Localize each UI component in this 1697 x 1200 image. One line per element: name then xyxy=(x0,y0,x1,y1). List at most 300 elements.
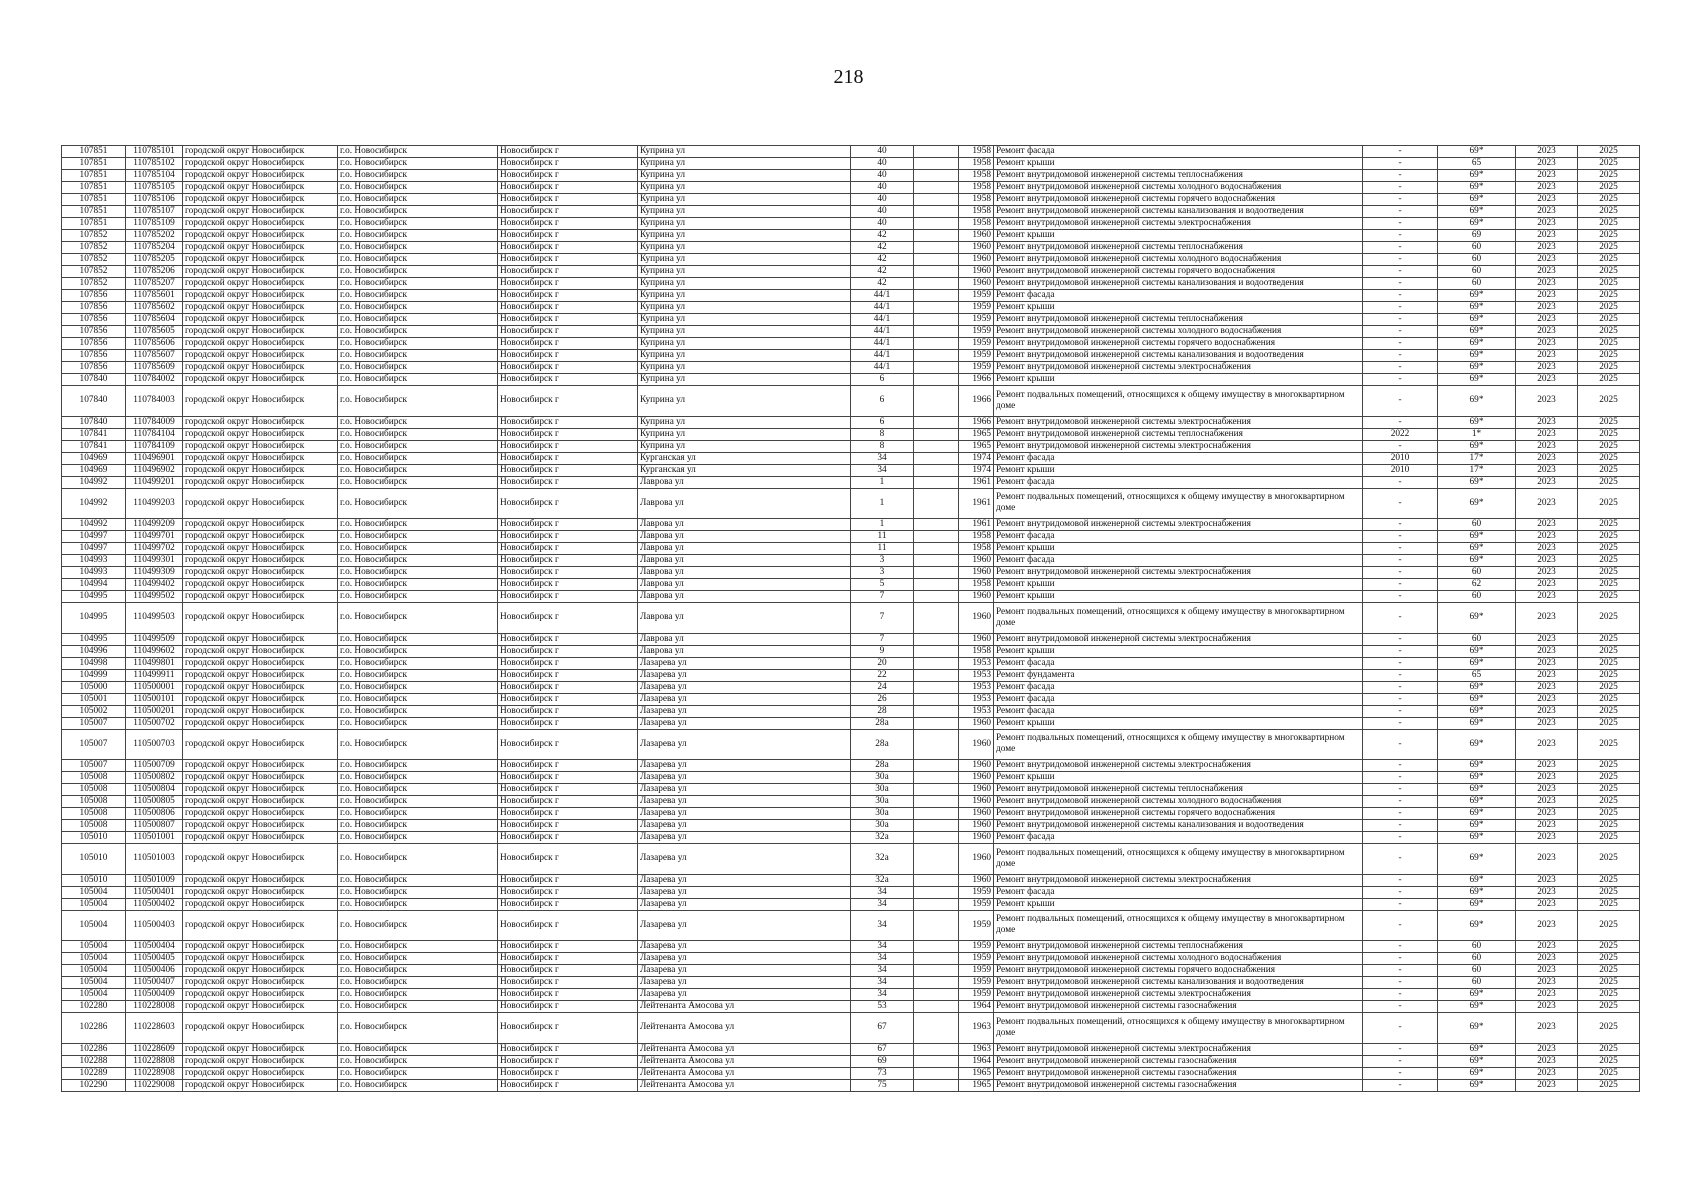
cell-wear-percent: 65 xyxy=(1438,158,1516,170)
table-row xyxy=(62,886,1640,898)
cell-work-id: 110785605 xyxy=(126,326,183,338)
cell-city: Новосибирск г xyxy=(498,476,638,488)
cell-wear-percent: 69* xyxy=(1438,476,1516,488)
cell-start-year: 2023 xyxy=(1516,693,1578,705)
cell-end-year: 2025 xyxy=(1578,796,1640,808)
cell-last-repair-year: - xyxy=(1363,543,1438,555)
table-row xyxy=(62,898,1640,910)
cell-city: Новосибирск г xyxy=(498,784,638,796)
cell-house-id: 105008 xyxy=(62,808,126,820)
cell-district: г.о. Новосибирск xyxy=(338,158,498,170)
cell-municipality: городской округ Новосибирск xyxy=(183,386,338,417)
cell-work-id: 110500709 xyxy=(126,760,183,772)
cell-end-year: 2025 xyxy=(1578,910,1640,941)
cell-start-year: 2023 xyxy=(1516,844,1578,875)
cell-work-type: Ремонт внутридомовой инженерной системы теплоснабжения xyxy=(994,428,1363,440)
cell-build-year: 1966 xyxy=(959,416,994,428)
cell-street: Куприна ул xyxy=(638,266,851,278)
table-row xyxy=(62,290,1640,302)
cell-municipality: городской округ Новосибирск xyxy=(183,681,338,693)
cell-start-year: 2023 xyxy=(1516,488,1578,519)
cell-district: г.о. Новосибирск xyxy=(338,350,498,362)
cell-work-id: 110785207 xyxy=(126,278,183,290)
cell-build-year: 1974 xyxy=(959,464,994,476)
cell-house-number: 44/1 xyxy=(851,326,914,338)
cell-work-type: Ремонт внутридомовой инженерной системы холодного водоснабжения xyxy=(994,254,1363,266)
cell-last-repair-year: - xyxy=(1363,386,1438,417)
cell-wear-percent: 69* xyxy=(1438,170,1516,182)
cell-street: Лазарева ул xyxy=(638,669,851,681)
cell-street: Лазарева ул xyxy=(638,820,851,832)
cell-district: г.о. Новосибирск xyxy=(338,693,498,705)
table-row xyxy=(62,796,1640,808)
cell-wear-percent: 60 xyxy=(1438,941,1516,953)
cell-house-id: 104992 xyxy=(62,519,126,531)
cell-building xyxy=(914,717,959,729)
cell-wear-percent: 60 xyxy=(1438,591,1516,603)
cell-city: Новосибирск г xyxy=(498,254,638,266)
cell-build-year: 1958 xyxy=(959,645,994,657)
cell-wear-percent: 69* xyxy=(1438,1079,1516,1091)
cell-building xyxy=(914,784,959,796)
cell-work-type: Ремонт внутридомовой инженерной системы теплоснабжения xyxy=(994,242,1363,254)
cell-wear-percent: 69* xyxy=(1438,910,1516,941)
cell-start-year: 2023 xyxy=(1516,977,1578,989)
cell-end-year: 2025 xyxy=(1578,146,1640,158)
table-row xyxy=(62,681,1640,693)
cell-work-id: 110785104 xyxy=(126,170,183,182)
table-row xyxy=(62,182,1640,194)
cell-end-year: 2025 xyxy=(1578,350,1640,362)
cell-municipality: городской округ Новосибирск xyxy=(183,1067,338,1079)
cell-building xyxy=(914,266,959,278)
cell-wear-percent: 69* xyxy=(1438,772,1516,784)
cell-last-repair-year: - xyxy=(1363,844,1438,875)
cell-end-year: 2025 xyxy=(1578,1067,1640,1079)
cell-district: г.о. Новосибирск xyxy=(338,218,498,230)
cell-street: Лазарева ул xyxy=(638,898,851,910)
cell-city: Новосибирск г xyxy=(498,796,638,808)
cell-house-number: 28а xyxy=(851,760,914,772)
table-row xyxy=(62,386,1640,417)
table-row xyxy=(62,428,1640,440)
cell-house-number: 44/1 xyxy=(851,338,914,350)
cell-end-year: 2025 xyxy=(1578,820,1640,832)
cell-city: Новосибирск г xyxy=(498,1055,638,1067)
cell-end-year: 2025 xyxy=(1578,519,1640,531)
cell-wear-percent: 69* xyxy=(1438,760,1516,772)
cell-wear-percent: 69* xyxy=(1438,362,1516,374)
cell-house-id: 107851 xyxy=(62,146,126,158)
cell-work-id: 110784104 xyxy=(126,428,183,440)
cell-build-year: 1960 xyxy=(959,729,994,760)
cell-district: г.о. Новосибирск xyxy=(338,977,498,989)
cell-work-type: Ремонт фасада xyxy=(994,146,1363,158)
cell-end-year: 2025 xyxy=(1578,206,1640,218)
cell-district: г.о. Новосибирск xyxy=(338,898,498,910)
cell-start-year: 2023 xyxy=(1516,278,1578,290)
cell-municipality: городской округ Новосибирск xyxy=(183,278,338,290)
cell-last-repair-year: - xyxy=(1363,1079,1438,1091)
table-row xyxy=(62,645,1640,657)
cell-municipality: городской округ Новосибирск xyxy=(183,146,338,158)
cell-last-repair-year: - xyxy=(1363,194,1438,206)
table-row xyxy=(62,717,1640,729)
cell-work-type: Ремонт подвальных помещений, относящихся к общему имуществу в многоквартирном доме xyxy=(994,386,1363,417)
cell-end-year: 2025 xyxy=(1578,158,1640,170)
cell-house-number: 44/1 xyxy=(851,350,914,362)
cell-municipality: городской округ Новосибирск xyxy=(183,657,338,669)
cell-district: г.о. Новосибирск xyxy=(338,729,498,760)
cell-end-year: 2025 xyxy=(1578,989,1640,1001)
cell-start-year: 2023 xyxy=(1516,965,1578,977)
cell-street: Куприна ул xyxy=(638,416,851,428)
cell-street: Куприна ул xyxy=(638,290,851,302)
cell-house-number: 40 xyxy=(851,170,914,182)
cell-municipality: городской округ Новосибирск xyxy=(183,1013,338,1044)
cell-work-type: Ремонт внутридомовой инженерной системы холодного водоснабжения xyxy=(994,326,1363,338)
cell-wear-percent: 69* xyxy=(1438,338,1516,350)
cell-house-id: 107851 xyxy=(62,194,126,206)
cell-city: Новосибирск г xyxy=(498,374,638,386)
cell-municipality: городской округ Новосибирск xyxy=(183,820,338,832)
cell-work-id: 110500403 xyxy=(126,910,183,941)
cell-municipality: городской округ Новосибирск xyxy=(183,242,338,254)
table-row xyxy=(62,464,1640,476)
cell-end-year: 2025 xyxy=(1578,808,1640,820)
cell-build-year: 1959 xyxy=(959,302,994,314)
cell-city: Новосибирск г xyxy=(498,645,638,657)
cell-work-type: Ремонт крыши xyxy=(994,374,1363,386)
cell-build-year: 1960 xyxy=(959,784,994,796)
cell-work-id: 110499509 xyxy=(126,633,183,645)
cell-house-id: 105010 xyxy=(62,874,126,886)
cell-city: Новосибирск г xyxy=(498,832,638,844)
cell-city: Новосибирск г xyxy=(498,657,638,669)
cell-start-year: 2023 xyxy=(1516,362,1578,374)
cell-work-id: 110499701 xyxy=(126,531,183,543)
cell-work-type: Ремонт крыши xyxy=(994,772,1363,784)
cell-house-number: 20 xyxy=(851,657,914,669)
cell-building xyxy=(914,1013,959,1044)
table-row xyxy=(62,693,1640,705)
cell-work-id: 110500703 xyxy=(126,729,183,760)
cell-start-year: 2023 xyxy=(1516,476,1578,488)
cell-start-year: 2023 xyxy=(1516,579,1578,591)
cell-house-number: 1 xyxy=(851,519,914,531)
cell-house-number: 40 xyxy=(851,182,914,194)
cell-end-year: 2025 xyxy=(1578,194,1640,206)
cell-work-type: Ремонт фасада xyxy=(994,705,1363,717)
cell-work-id: 110500806 xyxy=(126,808,183,820)
cell-work-id: 110500802 xyxy=(126,772,183,784)
cell-city: Новосибирск г xyxy=(498,428,638,440)
cell-municipality: городской округ Новосибирск xyxy=(183,579,338,591)
cell-last-repair-year: - xyxy=(1363,796,1438,808)
cell-street: Лазарева ул xyxy=(638,693,851,705)
cell-end-year: 2025 xyxy=(1578,476,1640,488)
cell-last-repair-year: - xyxy=(1363,290,1438,302)
cell-street: Лазарева ул xyxy=(638,989,851,1001)
cell-end-year: 2025 xyxy=(1578,886,1640,898)
cell-municipality: городской округ Новосибирск xyxy=(183,832,338,844)
cell-start-year: 2023 xyxy=(1516,874,1578,886)
table-row xyxy=(62,941,1640,953)
cell-start-year: 2023 xyxy=(1516,338,1578,350)
cell-work-type: Ремонт внутридомовой инженерной системы горячего водоснабжения xyxy=(994,808,1363,820)
cell-start-year: 2023 xyxy=(1516,910,1578,941)
table-row xyxy=(62,1043,1640,1055)
table-row xyxy=(62,488,1640,519)
cell-municipality: городской округ Новосибирск xyxy=(183,254,338,266)
cell-city: Новосибирск г xyxy=(498,266,638,278)
cell-district: г.о. Новосибирск xyxy=(338,965,498,977)
cell-building xyxy=(914,230,959,242)
cell-district: г.о. Новосибирск xyxy=(338,314,498,326)
cell-last-repair-year: - xyxy=(1363,350,1438,362)
cell-end-year: 2025 xyxy=(1578,965,1640,977)
cell-city: Новосибирск г xyxy=(498,953,638,965)
cell-street: Куприна ул xyxy=(638,362,851,374)
cell-building xyxy=(914,820,959,832)
table-row xyxy=(62,531,1640,543)
cell-house-number: 8 xyxy=(851,440,914,452)
cell-house-number: 8 xyxy=(851,428,914,440)
cell-work-id: 110500409 xyxy=(126,989,183,1001)
cell-district: г.о. Новосибирск xyxy=(338,832,498,844)
cell-municipality: городской округ Новосибирск xyxy=(183,230,338,242)
cell-district: г.о. Новосибирск xyxy=(338,1001,498,1013)
cell-last-repair-year: - xyxy=(1363,681,1438,693)
cell-end-year: 2025 xyxy=(1578,242,1640,254)
cell-work-type: Ремонт внутридомовой инженерной системы электроснабжения xyxy=(994,760,1363,772)
cell-city: Новосибирск г xyxy=(498,206,638,218)
cell-wear-percent: 69* xyxy=(1438,290,1516,302)
cell-end-year: 2025 xyxy=(1578,591,1640,603)
cell-end-year: 2025 xyxy=(1578,543,1640,555)
cell-district: г.о. Новосибирск xyxy=(338,206,498,218)
cell-municipality: городской округ Новосибирск xyxy=(183,218,338,230)
cell-house-id: 107852 xyxy=(62,254,126,266)
cell-last-repair-year: - xyxy=(1363,230,1438,242)
cell-wear-percent: 65 xyxy=(1438,669,1516,681)
cell-district: г.о. Новосибирск xyxy=(338,488,498,519)
cell-house-id: 107841 xyxy=(62,428,126,440)
cell-house-number: 44/1 xyxy=(851,362,914,374)
cell-district: г.о. Новосибирск xyxy=(338,326,498,338)
cell-work-type: Ремонт внутридомовой инженерной системы канализования и водоотведения xyxy=(994,820,1363,832)
cell-last-repair-year: - xyxy=(1363,729,1438,760)
cell-work-type: Ремонт внутридомовой инженерной системы теплоснабжения xyxy=(994,170,1363,182)
cell-city: Новосибирск г xyxy=(498,760,638,772)
cell-city: Новосибирск г xyxy=(498,669,638,681)
cell-wear-percent: 69* xyxy=(1438,796,1516,808)
table-body xyxy=(62,146,1640,1092)
cell-house-id: 107856 xyxy=(62,326,126,338)
cell-work-id: 110500805 xyxy=(126,796,183,808)
cell-street: Лазарева ул xyxy=(638,772,851,784)
cell-house-id: 105010 xyxy=(62,844,126,875)
cell-municipality: городской округ Новосибирск xyxy=(183,844,338,875)
cell-work-type: Ремонт внутридомовой инженерной системы горячего водоснабжения xyxy=(994,338,1363,350)
cell-end-year: 2025 xyxy=(1578,440,1640,452)
cell-house-id: 107851 xyxy=(62,170,126,182)
cell-work-id: 110785107 xyxy=(126,206,183,218)
table-row xyxy=(62,1055,1640,1067)
cell-wear-percent: 69* xyxy=(1438,808,1516,820)
cell-last-repair-year: - xyxy=(1363,416,1438,428)
cell-district: г.о. Новосибирск xyxy=(338,254,498,266)
cell-work-id: 110784109 xyxy=(126,440,183,452)
cell-house-id: 105004 xyxy=(62,910,126,941)
cell-build-year: 1959 xyxy=(959,941,994,953)
cell-house-id: 105008 xyxy=(62,820,126,832)
cell-end-year: 2025 xyxy=(1578,717,1640,729)
cell-house-number: 42 xyxy=(851,278,914,290)
cell-city: Новосибирск г xyxy=(498,278,638,290)
cell-city: Новосибирск г xyxy=(498,170,638,182)
cell-house-number: 34 xyxy=(851,953,914,965)
cell-start-year: 2023 xyxy=(1516,1079,1578,1091)
cell-work-id: 110785101 xyxy=(126,146,183,158)
cell-district: г.о. Новосибирск xyxy=(338,452,498,464)
cell-end-year: 2025 xyxy=(1578,874,1640,886)
table-row xyxy=(62,669,1640,681)
cell-district: г.о. Новосибирск xyxy=(338,182,498,194)
cell-street: Лаврова ул xyxy=(638,519,851,531)
cell-municipality: городской округ Новосибирск xyxy=(183,567,338,579)
cell-house-id: 105008 xyxy=(62,784,126,796)
cell-house-id: 104993 xyxy=(62,555,126,567)
cell-house-number: 11 xyxy=(851,543,914,555)
cell-municipality: городской округ Новосибирск xyxy=(183,206,338,218)
cell-district: г.о. Новосибирск xyxy=(338,464,498,476)
cell-work-id: 110499602 xyxy=(126,645,183,657)
cell-start-year: 2023 xyxy=(1516,374,1578,386)
cell-end-year: 2025 xyxy=(1578,1055,1640,1067)
cell-municipality: городской округ Новосибирск xyxy=(183,645,338,657)
cell-house-number: 34 xyxy=(851,452,914,464)
table-row xyxy=(62,194,1640,206)
cell-house-number: 42 xyxy=(851,254,914,266)
cell-work-type: Ремонт фасада xyxy=(994,476,1363,488)
cell-city: Новосибирск г xyxy=(498,941,638,953)
cell-city: Новосибирск г xyxy=(498,808,638,820)
cell-street: Лейтенанта Амосова ул xyxy=(638,1067,851,1079)
cell-house-id: 107856 xyxy=(62,350,126,362)
cell-build-year: 1960 xyxy=(959,555,994,567)
cell-house-number: 7 xyxy=(851,603,914,634)
cell-building xyxy=(914,681,959,693)
cell-last-repair-year: - xyxy=(1363,278,1438,290)
table-row xyxy=(62,440,1640,452)
cell-work-type: Ремонт внутридомовой инженерной системы канализования и водоотведения xyxy=(994,350,1363,362)
cell-municipality: городской округ Новосибирск xyxy=(183,488,338,519)
cell-last-repair-year: - xyxy=(1363,531,1438,543)
cell-start-year: 2023 xyxy=(1516,266,1578,278)
cell-house-number: 9 xyxy=(851,645,914,657)
cell-building xyxy=(914,633,959,645)
cell-house-id: 105004 xyxy=(62,965,126,977)
cell-wear-percent: 69* xyxy=(1438,832,1516,844)
cell-city: Новосибирск г xyxy=(498,488,638,519)
cell-last-repair-year: - xyxy=(1363,488,1438,519)
cell-work-type: Ремонт внутридомовой инженерной системы газоснабжения xyxy=(994,1067,1363,1079)
cell-start-year: 2023 xyxy=(1516,146,1578,158)
cell-end-year: 2025 xyxy=(1578,977,1640,989)
cell-house-id: 107851 xyxy=(62,218,126,230)
cell-start-year: 2023 xyxy=(1516,314,1578,326)
table-row xyxy=(62,374,1640,386)
cell-end-year: 2025 xyxy=(1578,266,1640,278)
cell-last-repair-year: - xyxy=(1363,808,1438,820)
cell-build-year: 1959 xyxy=(959,886,994,898)
cell-city: Новосибирск г xyxy=(498,326,638,338)
table-row xyxy=(62,242,1640,254)
cell-build-year: 1959 xyxy=(959,898,994,910)
table-row xyxy=(62,206,1640,218)
cell-street: Лазарева ул xyxy=(638,808,851,820)
cell-wear-percent: 69* xyxy=(1438,717,1516,729)
cell-build-year: 1959 xyxy=(959,338,994,350)
cell-street: Лаврова ул xyxy=(638,591,851,603)
cell-work-id: 110496902 xyxy=(126,464,183,476)
cell-street: Лаврова ул xyxy=(638,488,851,519)
cell-city: Новосибирск г xyxy=(498,543,638,555)
cell-last-repair-year: 2022 xyxy=(1363,428,1438,440)
cell-work-id: 110228008 xyxy=(126,1001,183,1013)
cell-building xyxy=(914,386,959,417)
cell-build-year: 1960 xyxy=(959,772,994,784)
cell-house-id: 107856 xyxy=(62,314,126,326)
cell-building xyxy=(914,254,959,266)
cell-last-repair-year: - xyxy=(1363,266,1438,278)
cell-start-year: 2023 xyxy=(1516,603,1578,634)
cell-wear-percent: 17* xyxy=(1438,464,1516,476)
cell-building xyxy=(914,603,959,634)
cell-house-id: 105004 xyxy=(62,953,126,965)
cell-building xyxy=(914,693,959,705)
cell-wear-percent: 69* xyxy=(1438,1043,1516,1055)
cell-last-repair-year: - xyxy=(1363,760,1438,772)
cell-work-type: Ремонт внутридомовой инженерной системы холодного водоснабжения xyxy=(994,182,1363,194)
cell-work-id: 110500402 xyxy=(126,898,183,910)
cell-work-type: Ремонт внутридомовой инженерной системы горячего водоснабжения xyxy=(994,194,1363,206)
cell-house-id: 107856 xyxy=(62,290,126,302)
cell-district: г.о. Новосибирск xyxy=(338,1043,498,1055)
cell-build-year: 1964 xyxy=(959,1001,994,1013)
cell-district: г.о. Новосибирск xyxy=(338,820,498,832)
cell-house-id: 104997 xyxy=(62,531,126,543)
cell-house-number: 40 xyxy=(851,146,914,158)
cell-start-year: 2023 xyxy=(1516,386,1578,417)
cell-work-id: 110785606 xyxy=(126,338,183,350)
cell-street: Лейтенанта Амосова ул xyxy=(638,1055,851,1067)
cell-street: Куприна ул xyxy=(638,170,851,182)
cell-wear-percent: 60 xyxy=(1438,254,1516,266)
cell-street: Курганская ул xyxy=(638,464,851,476)
cell-house-id: 105004 xyxy=(62,886,126,898)
cell-district: г.о. Новосибирск xyxy=(338,1079,498,1091)
cell-work-type: Ремонт фасада xyxy=(994,452,1363,464)
cell-work-type: Ремонт крыши xyxy=(994,579,1363,591)
cell-house-number: 32а xyxy=(851,832,914,844)
cell-wear-percent: 69* xyxy=(1438,784,1516,796)
cell-street: Лазарева ул xyxy=(638,705,851,717)
cell-last-repair-year: - xyxy=(1363,898,1438,910)
cell-house-number: 32а xyxy=(851,874,914,886)
cell-start-year: 2023 xyxy=(1516,302,1578,314)
